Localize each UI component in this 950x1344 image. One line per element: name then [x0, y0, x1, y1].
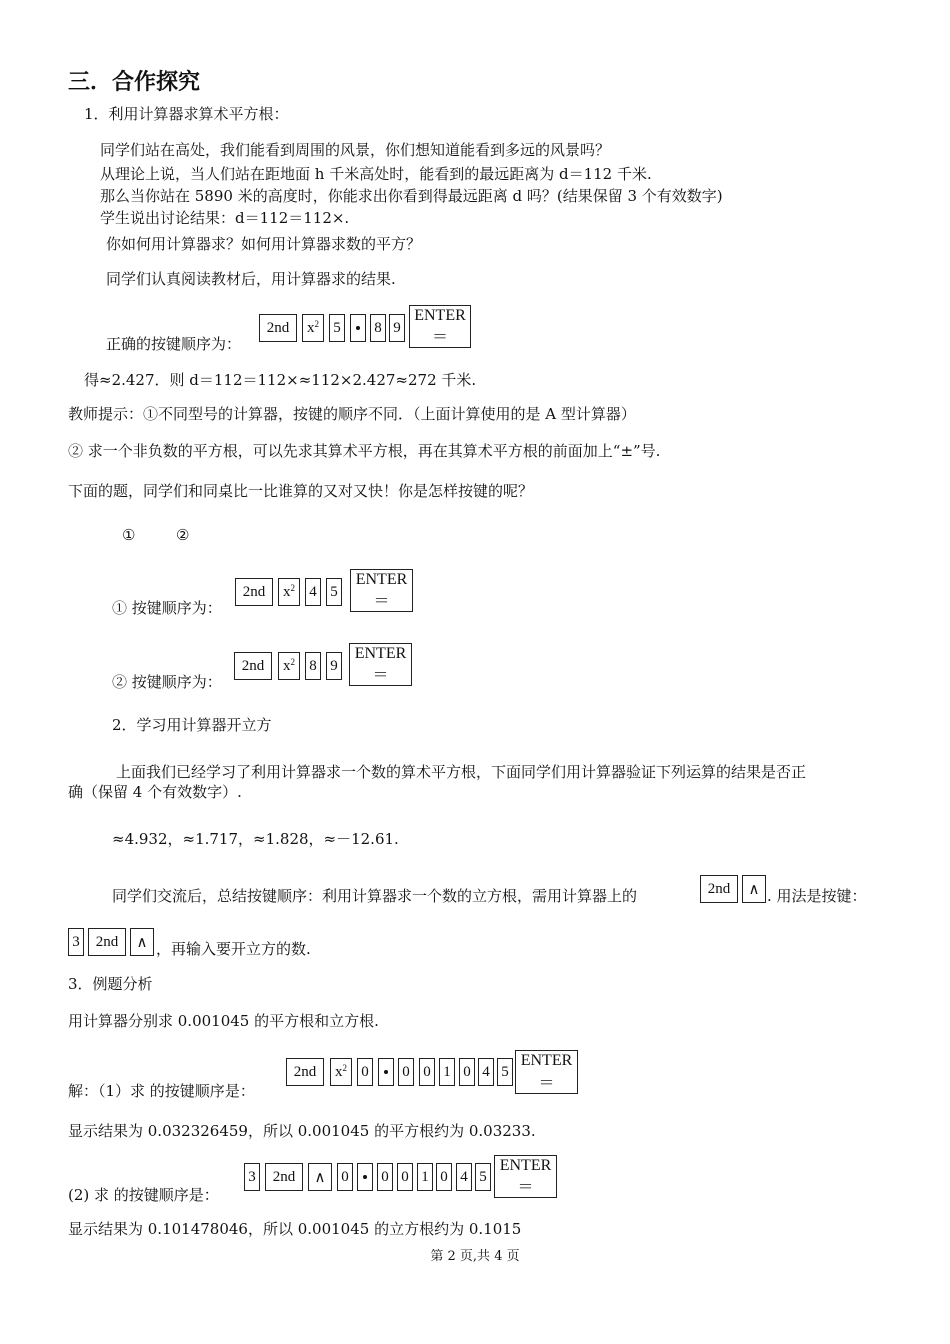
subsection-3-title: 3．例题分析	[68, 975, 153, 993]
paragraph: 同学们站在高处，我们能看到周围的风景，你们想知道能看到多远的风景吗？	[100, 141, 611, 159]
key-caret: ∧	[308, 1163, 332, 1191]
key-0: 0	[397, 1163, 413, 1191]
key-4: 4	[478, 1058, 494, 1086]
key-enter: ENTER ＝	[350, 569, 413, 612]
key-4: 4	[456, 1163, 472, 1191]
results-line: ≈4.932，≈1.717，≈1.828，≈－12.61.	[112, 830, 399, 848]
key-5: 5	[497, 1058, 513, 1086]
paragraph: 确（保留 4 个有效数字）.	[68, 783, 242, 801]
key-3: 3	[244, 1163, 260, 1191]
paragraph: 从理论上说，当人们站在距地面 h 千米高处时，能看到的最远距离为 d＝112 千米.	[100, 165, 652, 183]
key-caret: ∧	[130, 928, 154, 956]
key-sequence-label: ② 按键顺序为：	[112, 673, 222, 691]
subsection-1-title: 1．利用计算器求算术平方根：	[84, 105, 289, 123]
key-5: 5	[326, 578, 342, 606]
key-9: 9	[326, 652, 342, 680]
paragraph: 用计算器分别求 0.001045 的平方根和立方根.	[68, 1012, 379, 1030]
key-5: 5	[329, 314, 345, 342]
key-0: 0	[419, 1058, 435, 1086]
key-0: 0	[398, 1058, 414, 1086]
key-3: 3	[68, 928, 84, 956]
key-x-squared: x $^2$	[302, 314, 324, 342]
marker-2: ②	[176, 526, 190, 544]
paragraph: 学生说出讨论结果：d＝112＝112×.	[100, 209, 350, 227]
marker-1: ①	[122, 526, 136, 544]
teacher-tip: 教师提示：①不同型号的计算器，按键的顺序不同．（上面计算使用的是 A 型计算器）	[68, 405, 636, 423]
key-0: 0	[436, 1163, 452, 1191]
key-sequence-label: ① 按键顺序为：	[112, 599, 222, 617]
paragraph-tail: . 用法是按键：	[767, 887, 867, 905]
key-4: 4	[305, 578, 321, 606]
key-decimal-point	[357, 1163, 373, 1191]
paragraph: 下面的题，同学们和同桌比一比谁算的又对又快！你是怎样按键的呢？	[68, 482, 534, 500]
key-2nd: 2nd	[286, 1058, 324, 1086]
key-enter: ENTER ＝	[349, 643, 412, 686]
paragraph: ，再输入要开立方的数.	[156, 940, 311, 958]
key-0: 0	[337, 1163, 353, 1191]
key-caret: ∧	[742, 875, 766, 903]
key-enter: ENTER ＝	[494, 1155, 557, 1198]
result-line: 显示结果为 0.101478046，所以 0.001045 的立方根约为 0.1015	[68, 1220, 522, 1238]
key-decimal-point	[350, 314, 366, 342]
key-2nd: 2nd	[235, 578, 273, 606]
solution-label: (2) 求 的按键顺序是：	[68, 1186, 219, 1204]
key-sequence-label: 正确的按键顺序为：	[106, 335, 242, 353]
key-0: 0	[357, 1058, 373, 1086]
teacher-tip: ② 求一个非负数的平方根，可以先求其算术平方根，再在其算术平方根的前面加上“±”号.	[68, 442, 661, 460]
key-2nd: 2nd	[265, 1163, 303, 1191]
key-9: 9	[389, 314, 405, 342]
key-2nd: 2nd	[700, 875, 738, 903]
key-enter: ENTER ＝	[409, 305, 471, 348]
paragraph: 得≈2.427．则 d＝112＝112×≈112×2.427≈272 千米.	[84, 371, 477, 389]
section-heading: 三．合作探究	[68, 70, 201, 95]
paragraph: 同学们认真阅读教材后，用计算器求的结果.	[106, 270, 396, 288]
solution-label: 解：（1）求 的按键顺序是：	[68, 1082, 255, 1100]
paragraph: 那么当你站在 5890 米的高度时，你能求出你看到得最远距离 d 吗？(结果保留 3 个有效数字)	[100, 187, 723, 205]
key-2nd: 2nd	[88, 928, 126, 956]
subsection-2-title: 2．学习用计算器开立方	[112, 716, 272, 734]
key-2nd: 2nd	[234, 652, 272, 680]
key-2nd: 2nd	[259, 314, 297, 342]
key-0: 0	[377, 1163, 393, 1191]
paragraph: 你如何用计算器求？如何用计算器求数的平方？	[106, 235, 422, 253]
key-5: 5	[475, 1163, 491, 1191]
key-1: 1	[439, 1058, 455, 1086]
key-x-squared: x $^2$	[278, 652, 300, 680]
key-enter: ENTER ＝	[515, 1050, 578, 1094]
key-8: 8	[370, 314, 386, 342]
key-1: 1	[417, 1163, 433, 1191]
result-line: 显示结果为 0.032326459，所以 0.001045 的平方根约为 0.03233.	[68, 1122, 536, 1140]
key-x-squared: x $^2$	[278, 578, 300, 606]
key-x-squared: x $^2$	[330, 1058, 352, 1086]
key-8: 8	[305, 652, 321, 680]
page-footer: 第 2 页,共 4 页	[430, 1249, 520, 1264]
key-decimal-point	[378, 1058, 394, 1086]
paragraph: 同学们交流后，总结按键顺序：利用计算器求一个数的立方根，需用计算器上的	[112, 887, 638, 905]
paragraph: 上面我们已经学习了利用计算器求一个数的算术平方根，下面同学们用计算器验证下列运算的结果是否正	[116, 763, 807, 781]
key-0: 0	[459, 1058, 475, 1086]
